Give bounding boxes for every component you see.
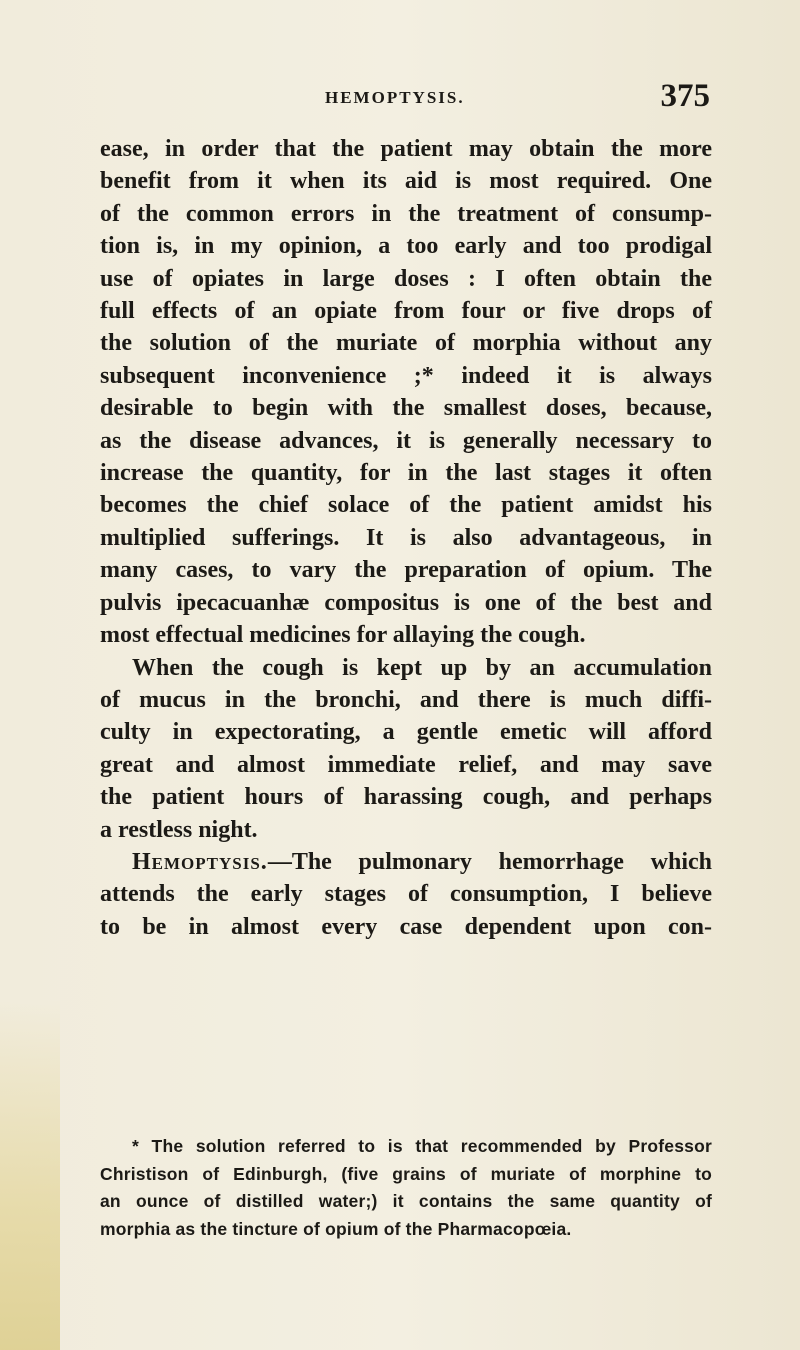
- page-header: [100, 78, 710, 118]
- text-line: When the cough is kept up by an accumulation: [132, 654, 712, 681]
- text-line: attends the early stages of consumption, I believe: [100, 881, 712, 908]
- text-line: culty in expectorating, a gentle emetic will afford: [100, 719, 712, 746]
- text-line: of the common errors in the treatment of consump-: [100, 200, 712, 227]
- paragraph-1: [100, 133, 712, 652]
- text-line: to be in almost every case dependent upon con-: [100, 913, 712, 940]
- footnote-line: * The solution referred to is that recommended by Professor: [132, 1136, 712, 1156]
- section-heading: Hemoptysis.: [132, 848, 268, 875]
- paragraph-3: [100, 846, 712, 943]
- text-line: subsequent inconvenience ;* indeed it is always: [100, 362, 712, 389]
- text-line: [100, 846, 712, 878]
- body-text: [100, 133, 712, 943]
- text-line: tion is, in my opinion, a too early and too prodigal: [100, 233, 712, 260]
- section-heading-continuation: —The pulmonary hemorrhage which: [267, 848, 712, 875]
- text-line: desirable to begin with the smallest doses, because,: [100, 395, 712, 422]
- text-line: most effectual medicines for allaying the cough.: [100, 622, 586, 649]
- text-line: use of opiates in large doses : I often obtain the: [100, 265, 712, 292]
- page-number: 375: [660, 78, 710, 114]
- text-line: the solution of the muriate of morphia without any: [100, 330, 712, 357]
- text-line: ease, in order that the patient may obtain the more: [100, 136, 712, 162]
- text-line: multiplied sufferings. It is also advantageous, in: [100, 524, 712, 551]
- text-line: full effects of an opiate from four or five drops of: [100, 298, 712, 325]
- text-line: the patient hours of harassing cough, and perhaps: [100, 784, 712, 811]
- text-line: pulvis ipecacuanhæ compositus is one of the best and: [100, 589, 712, 616]
- footnote-line: Christison of Edinburgh, (five grains of muriate of morphine to: [100, 1163, 712, 1184]
- text-line: of mucus in the bronchi, and there is much diffi-: [100, 686, 712, 713]
- text-line: as the disease advances, it is generally necessary to: [100, 427, 712, 454]
- running-head: HEMOPTYSIS.: [325, 88, 465, 107]
- text-line: increase the quantity, for in the last stages it often: [100, 460, 712, 487]
- footnote-line: morphia as the tincture of opium of the Pharmacopœia.: [100, 1218, 572, 1239]
- text-line: becomes the chief solace of the patient amidst his: [100, 492, 712, 519]
- text-line: benefit from it when its aid is most required. One: [100, 168, 712, 195]
- text-line: great and almost immediate relief, and may save: [100, 751, 712, 778]
- text-line: many cases, to vary the preparation of opium. The: [100, 557, 712, 584]
- paragraph-2: [100, 652, 712, 846]
- footnote: [100, 1133, 712, 1243]
- footnote-line: an ounce of distilled water;) it contains the same quantity of: [100, 1191, 712, 1212]
- text-line: a restless night.: [100, 816, 258, 843]
- page-stain: [0, 1000, 60, 1350]
